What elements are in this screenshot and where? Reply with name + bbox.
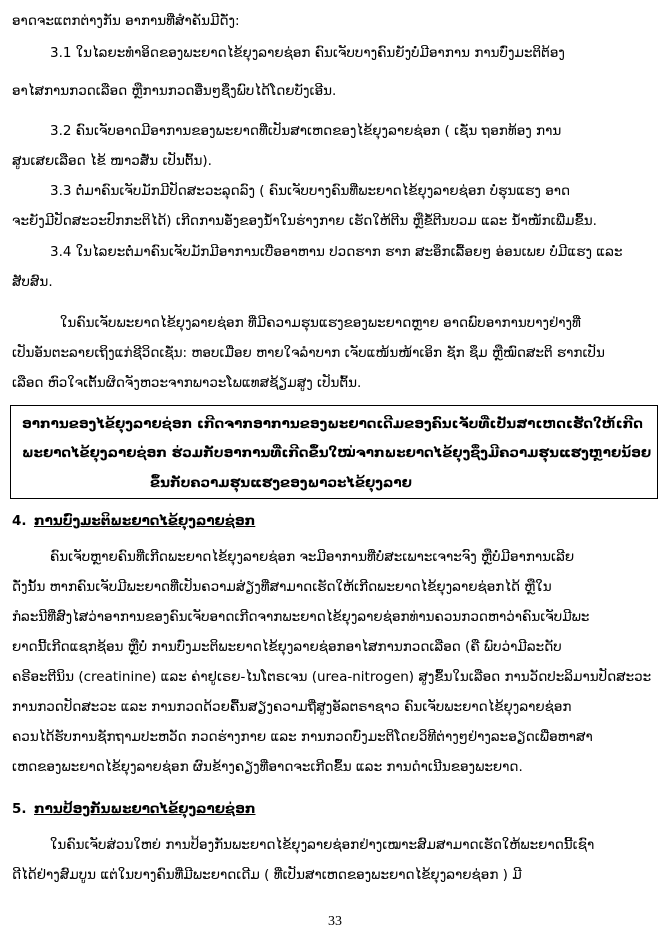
para-severe-line-3: ເລືອດ ຫົວໃຈເຕັ້ນຜິດຈັງຫວະຈາກພາວະໂພແທສຊ້ຽມສູງ ເປັນຕົ້ນ. [12, 375, 362, 391]
callout-line-3: ຂຶ້ນກັບຄວາມຮຸນແຮງຂອງພາວະໄຂ້ຍຸງລາຍ [150, 475, 412, 491]
para-3-3-line-1: 3.3 ຕໍ່ມາຄົນເຈັບມັກມີປັດສະວະລຸດລົງ ( ຄົນເຈັບບາງຄົນທີ່ພະຍາດໄຂ້ຍຸງລາຍຊ່ອກ ບໍ່ຮຸນແຮງ ອາດ [50, 183, 571, 199]
para-5-line-1: ໃນຄົນເຈັບສ່ວນໃຫຍ່ ການປ້ອງກັນພະຍາດໄຂ້ຍຸງລາຍຊ່ອກຢ່າງເໝາະສົມສາມາດເຮັດໃຫ້ພະຍາດນີ້ເຊົາ [50, 837, 595, 853]
para-4-line-7: ຄວນໄດ້ຮັບການຊັກຖາມປະຫວັດ ກວດຮ່າງກາຍ ແລະ ການກວດບົ່ງມະຕິໂດຍວິທີຕ່າງໆຢ່າງລະອຽດເພື່ອຫາສາ [12, 729, 593, 745]
section-5-number: 5. [12, 801, 27, 817]
section-5-heading: ການປ້ອງກັນພະຍາດໄຂ້ຍຸງລາຍຊ່ອກ [34, 801, 256, 817]
para-4-line-8: ເຫດຂອງພະຍາດໄຂ້ຍຸງລາຍຊ່ອກ ຜົນຂ້າງຄຽງທີ່ອາດຈະເກີດຂຶ້ນ ແລະ ການດໍາເນີນຂອງພະຍາດ. [12, 759, 523, 775]
para-4-line-6: ການກວດປັດສະວະ ແລະ ການກວດດ້ວຍຄື້ນສຽງຄວາມຖີ່ສູງອັລຕຣາຊາວ ຄົນເຈັບພະຍາດໄຂ້ຍຸງລາຍຊ່ອກ [12, 699, 572, 715]
para-3-1-line-1: 3.1 ໃນໄລຍະທຳອິດຂອງພະຍາດໄຂ້ຍຸງລາຍຊ່ອກ ຄົນເຈັບບາງຄົນຍັງບໍ່ມີອາການ ການບົ່ງມະຕິຕ້ອງ [50, 45, 565, 61]
para-3-2-line-1: 3.2 ຄົນເຈັບອາດມີອາການຂອງພະຍາດທີ່ເປັນສາເຫດຂອງໄຂ້ຍຸງລາຍຊ່ອກ ( ເຊັ່ນ ຖອກທ້ອງ ການ [50, 123, 562, 139]
para-5-line-2: ດີໄດ້ຢ່າງສົມບູນ ແຕ່ໃນບາງຄົນທີ່ມີພະຍາດເດີມ ( ທີ່ເປັນສາເຫດຂອງພະຍາດໄຂ້ຍຸງລາຍຊ່ອກ ) ມີ [12, 867, 522, 883]
para-3-3-line-2: ຈະຍັງມີປັດສະວະປົກກະຕິໄດ້) ເກີດການອັ່ງຂອງນໍ້າໃນຮ່າງກາຍ ເຮັດໃຫ້ຕີນ ຫຼືຂໍ້ຕີນບວມ ແລະ ນໍ້າໜັກເພີ່ມຂຶ້ນ. [12, 213, 597, 229]
para-severe-line-1: ໃນຄົນເຈັບພະຍາດໄຂ້ຍຸງລາຍຊ່ອກ ທີ່ມີຄວາມຮຸນແຮງຂອງພະຍາດຫຼາຍ ອາດພົບອາການບາງຢ່າງທີ່ [60, 315, 581, 331]
callout-line-1: ອາການຂອງໄຂ້ຍຸງລາຍຊ່ອກ ເກີດຈາກອາການຂອງພະຍາດເດີມຂອງຄົນເຈັບທີ່ເປັນສາເຫດເຮັດໃຫ້ເກີດ [22, 416, 643, 432]
section-4-number: 4. [12, 513, 27, 529]
para-3-4-line-1: 3.4 ໃນໄລຍະຕໍ່ມາຄົນເຈັບມັກມີອາການເບື່ອອາຫານ ປວດຮາກ ຮາກ ສະອຶກເລື້ອຍໆ ອ່ອນເພຍ ບໍ່ມີແຮງ ແລະ [50, 244, 623, 260]
page-number: 33 [328, 914, 342, 929]
intro-line: ອາດຈະແຕກຕ່າງກັນ ອາການທີ່ສໍາຄັນມີດັ່ງ: [12, 13, 240, 29]
para-4-line-4: ຍາດນີ້ເກີດແຊກຊ້ອນ ຫຼືບໍ່ ການບົ່ງມະຕິພະຍາດໄຂ້ຍຸງລາຍຊ່ອກອາໄສການກວດເລືອດ (ຄື ພົບວ່າມີລະດັບ [12, 639, 562, 655]
para-3-2-line-2: ສູນເສຍເລືອດ ໄຂ້ ໜາວສັ່ນ ເປັນຕົ້ນ). [12, 153, 212, 169]
para-4-line-5: ຄຣີອະຕີນິນ (creatinine) ແລະ ຄ່າຢູເຣຍ-ໄນໂຕຣເຈນ (urea-nitrogen) ສູງຂຶ້ນໃນເລືອດ ການວັດປະລິມານປັດສະວະ [12, 669, 652, 685]
para-3-1-line-2: ອາໄສການກວດເລືອດ ຫຼືການກວດອື່ນໆຊຶ່ງພົບໄດ້ໂດຍບັງເອີນ. [12, 83, 337, 99]
callout-line-2: ພະຍາດໄຂ້ຍຸງລາຍຊ່ອກ ຮ່ວມກັບອາການທີ່ເກີດຂຶ້ນໃໝ່ຈາກພະຍາດໄຂ້ຍຸງຊຶ່ງມີຄວາມຮຸນແຮງຫຼາຍນ້ອຍ [22, 445, 652, 461]
para-4-line-1: ຄົນເຈັບຫຼາຍຄົນທີ່ເກີດພະຍາດໄຂ້ຍຸງລາຍຊ່ອກ ຈະມີອາການທີ່ບໍ່ສະເພາະເຈາະຈົງ ຫຼືບໍ່ມີອາການເລີຍ [50, 549, 575, 565]
para-4-line-2: ດັ່ງນັ້ນ ຫາກຄົນເຈັບມີພະຍາດທີ່ເປັນຄວາມສ່ຽງທີ່ສາມາດເຮັດໃຫ້ເກີດພະຍາດໄຂ້ຍຸງລາຍຊ່ອກໄດ້ ຫຼືໃນ [12, 579, 552, 595]
para-4-line-3: ກໍລະນີທີ່ສົງໄສວ່າອາການຂອງຄົນເຈັບອາດເກີດຈາກພະຍາດໄຂ້ຍຸງລາຍຊ່ອກທ່ານຄວນກວດຫາວ່າຄົນເຈັບມີພະ [12, 609, 590, 625]
section-4-heading: ການບົ່ງມະຕິພະຍາດໄຂ້ຍຸງລາຍຊ່ອກ [34, 513, 256, 529]
para-3-4-line-2: ສັບສົນ. [12, 274, 53, 290]
para-severe-line-2: ເປັນອັນຕະລາຍເຖິງແກ່ຊີວິດເຊັ່ນ: ຫອບເມື່ອຍ ຫາຍໃຈລໍາບາກ ເຈັບແໜ້ນໜ້າເອິກ ຊັກ ຊຶມ ຫຼືໝົດສະຕິ ຮາກເປັນ [12, 345, 605, 361]
